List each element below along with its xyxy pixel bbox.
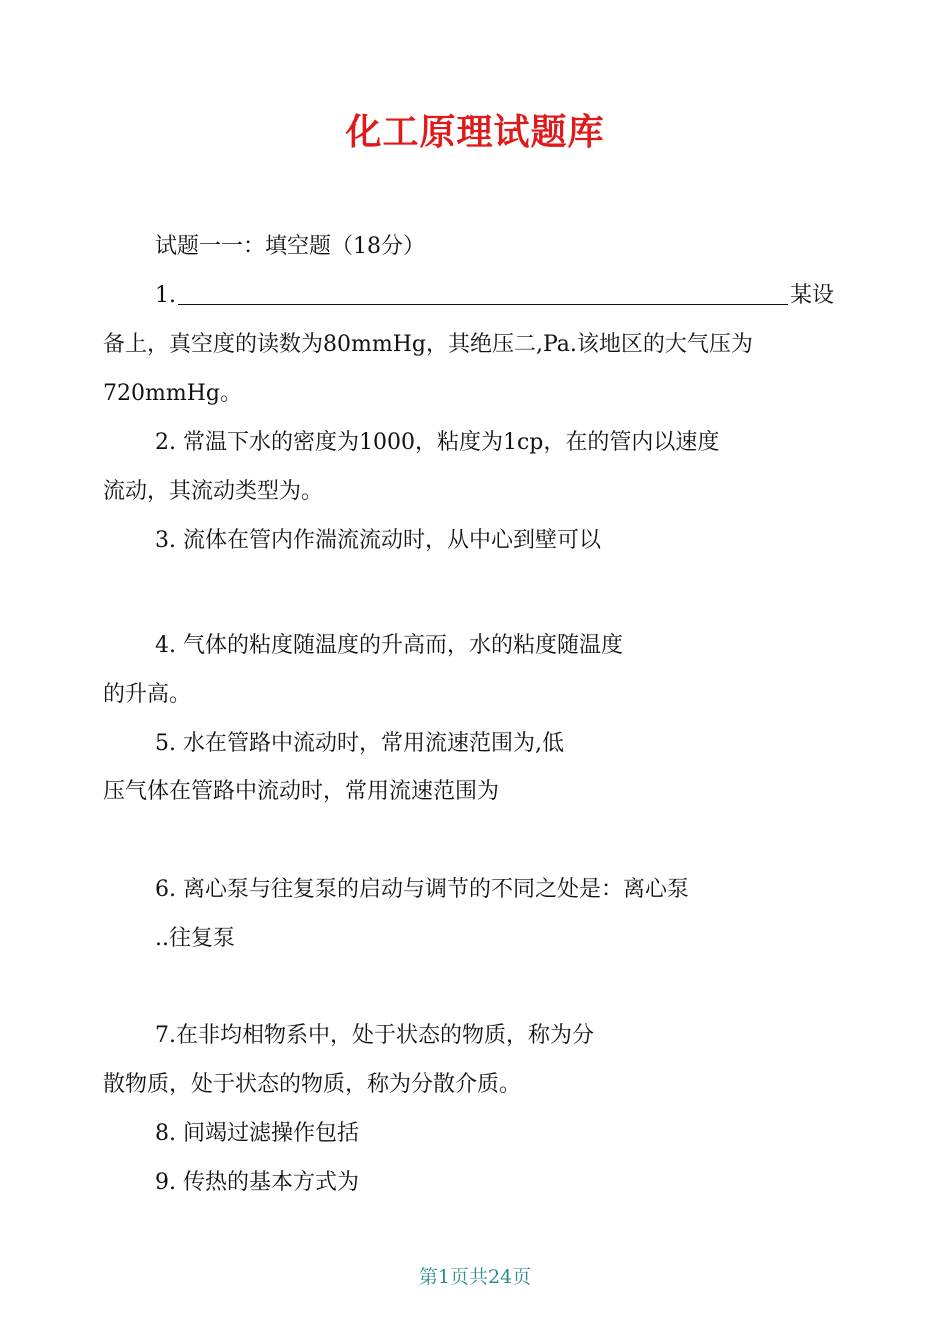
question-9-line-1: 9. 传热的基本方式为 [155, 1170, 359, 1195]
question-4-line-1: 4. 气体的粘度随温度的升高而，水的粘度随温度 [155, 633, 623, 658]
section-heading: 试题一一：填空题（18分） [155, 234, 425, 259]
question-4-line-2: 的升高。 [103, 682, 192, 707]
document-title: 化工原理试题库 [345, 112, 605, 153]
question-8-line-1: 8. 间竭过滤操作包括 [155, 1121, 359, 1146]
question-5-line-1: 5. 水在管路中流动时，常用流速范围为,低 [155, 731, 564, 756]
answer-blank [178, 282, 788, 305]
question-5-line-2: 压气体在管路中流动时，常用流速范围为 [103, 779, 500, 804]
question-1-line-2: 备上，真空度的读数为80mmHg，其绝压二,Pa.该地区的大气压为 [103, 332, 753, 357]
question-6-line-2: ..往复泵 [155, 926, 235, 951]
question-7-line-2: 散物质，处于状态的物质，称为分散介质。 [103, 1072, 522, 1097]
question-7-line-1: 7.在非均相物系中，处于状态的物质，称为分 [155, 1023, 594, 1048]
page-footer: 第1页共24页 [418, 1266, 532, 1288]
question-1-line-1-end: 某设 [790, 283, 835, 308]
question-3-line-1: 3. 流体在管内作湍流流动时，从中心到壁可以 [155, 528, 601, 553]
question-1-line-1 [155, 281, 834, 311]
question-2-line-2: 流动，其流动类型为。 [103, 479, 324, 504]
question-2-line-1: 2. 常温下水的密度为1000，粘度为1cp，在的管内以速度 [155, 430, 720, 455]
question-1-number: 1. [155, 283, 176, 308]
question-1-line-3: 720mmHg。 [103, 381, 242, 406]
question-6-line-1: 6. 离心泵与往复泵的启动与调节的不同之处是：离心泵 [155, 877, 689, 902]
